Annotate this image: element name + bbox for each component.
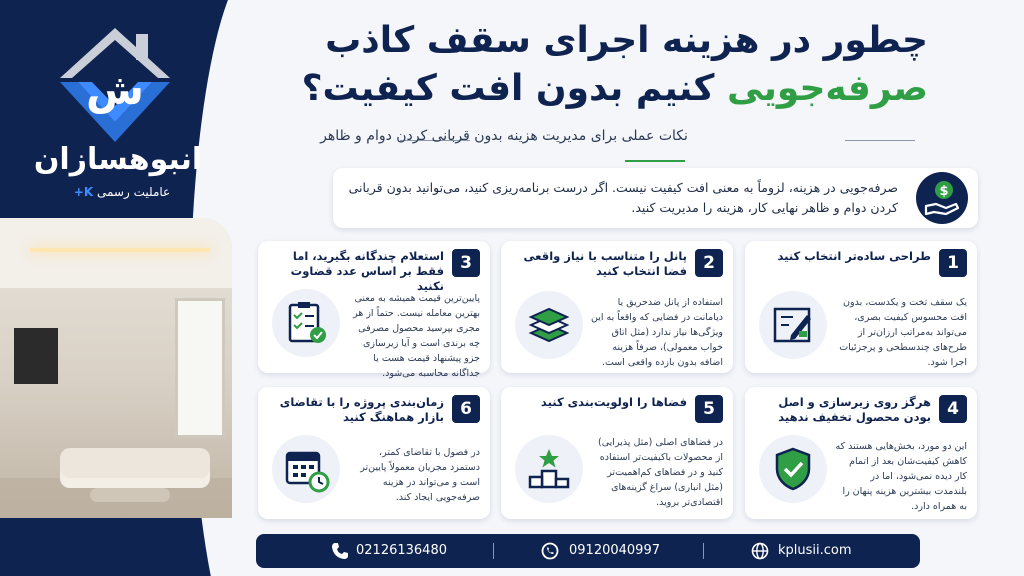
page-title-line1: چطور در هزینه اجرای سقف کاذب [325,20,928,61]
tip-card-1 [745,241,977,373]
logo-house-icon [40,16,190,146]
brand-name: انبوهسازان [33,142,203,177]
phone-icon [331,542,349,560]
tip-card-3 [258,241,490,379]
tip-title: طراحی ساده‌تر انتخاب کنید [777,249,931,263]
logo [0,0,230,220]
calendar-clock-icon [272,435,340,503]
tip-card-6 [258,387,490,519]
blueprint-pencil-icon [759,291,827,359]
tip-card-2 [501,241,733,373]
agency-prefix: K+ [73,185,94,199]
agency-text: عاملیت رسمی [96,185,171,199]
tip-number: 5 [695,395,723,423]
svg-text:ش: ش [86,65,144,114]
page-title-line2 [302,68,928,109]
subtitle-row [284,128,724,144]
shield-check-icon [759,435,827,503]
tip-number: 4 [939,395,967,423]
website-link[interactable]: kplusii.com [778,543,852,558]
footer-divider [703,543,704,559]
subtitle-accent-line [625,160,685,162]
whatsapp-icon [541,542,559,560]
tip-title: زمان‌بندی پروژه را با تقاضای بازار هماهنگ کنید [279,395,444,424]
footer-divider [493,543,494,559]
tip-body: استفاده از پانل ضدحریق یا دیامانت در فضایی که واقعاً به این ویژگی‌ها نیاز ندارد (مثل اتاق خواب معمولی)، صرفاً هزینه اضافه بدون بازده واقعی است. [590,297,723,368]
phone-number[interactable]: 02126136480 [356,543,447,558]
panel-stack-icon [515,291,583,359]
money-hand-icon [916,172,968,224]
tip-number: 1 [939,249,967,277]
tip-body: در فصول با تقاضای کمتر، دستمزد مجریان معمولاً پایین‌تر است و می‌تواند در هزینه صرفه‌جویی ایجاد کند. [360,447,480,503]
title-rest: کنیم بدون افت کیفیت؟ [301,68,727,109]
tip-body: پایین‌ترین قیمت همیشه به معنی بهترین معامله نیست. حتماً از هر مجری بپرسید محصول مصرفی چه برندی است و آیا زیرسازی جزو پیشنهاد قیمت هست یا جداگانه محاسبه می‌شود. [353,293,480,379]
tip-body: یک سقف تخت و یکدست، بدون افت محسوس کیفیت بصری، می‌تواند به‌مراتب ارزان‌تر از طرح‌های چندسطحی و پرجزئیات اجرا شود. [839,297,967,368]
globe-icon [751,542,769,560]
tip-number: 6 [452,395,480,423]
tip-number: 2 [695,249,723,277]
intro-box [333,168,978,228]
subtitle: نکات عملی برای مدیریت هزینه بدون قربانی کردن دوام و ظاهر [320,128,688,144]
title-accent: صرفه‌جویی [726,68,928,109]
podium-star-icon [515,435,583,503]
intro-text: صرفه‌جویی در هزینه، لزوماً به معنی افت کیفیت نیست. اگر درست برنامه‌ریزی کنید، می‌توانید بدون قربانی کردن دوام و ظاهر نهایی کار، هزینه را مدیریت کنید. [348,180,898,215]
tip-title: فضاها را اولویت‌بندی کنید [540,395,687,409]
whatsapp-number[interactable]: 09120040997 [569,543,660,558]
subtitle-divider-right [845,140,915,141]
tip-card-5 [501,387,733,519]
tip-title: هرگز روی زیرسازی و اصل بودن محصول تخفیف ندهید [778,395,931,424]
tip-title: استعلام چندگانه بگیرید، اما فقط بر اساس عدد قضاوت نکنید [290,249,444,293]
contact-footer [256,534,920,568]
tip-body: این دو مورد، بخش‌هایی هستند که کاهش کیفیت‌شان بعد از اتمام کار دیده نمی‌شود، اما در بلندمدت بیشترین هزینه پنهان را به همراه دارد. [835,441,967,512]
agency-label [55,185,185,199]
tip-title: پانل را متناسب با نیاز واقعی فضا انتخاب کنید [523,249,687,278]
checklist-icon [272,289,340,357]
svg-text:$: $ [939,184,949,199]
tip-number: 3 [452,249,480,277]
tip-body: در فضاهای اصلی (مثل پذیرایی) از محصولات باکیفیت‌تر استفاده کنید و در فضاهای کم‌اهمیت‌تر (مثل انباری) سراغ گزینه‌های اقتصادی‌تر بروید. [598,437,723,508]
interior-photo [0,218,232,518]
tip-card-4 [745,387,977,519]
brand-panel [0,0,250,576]
